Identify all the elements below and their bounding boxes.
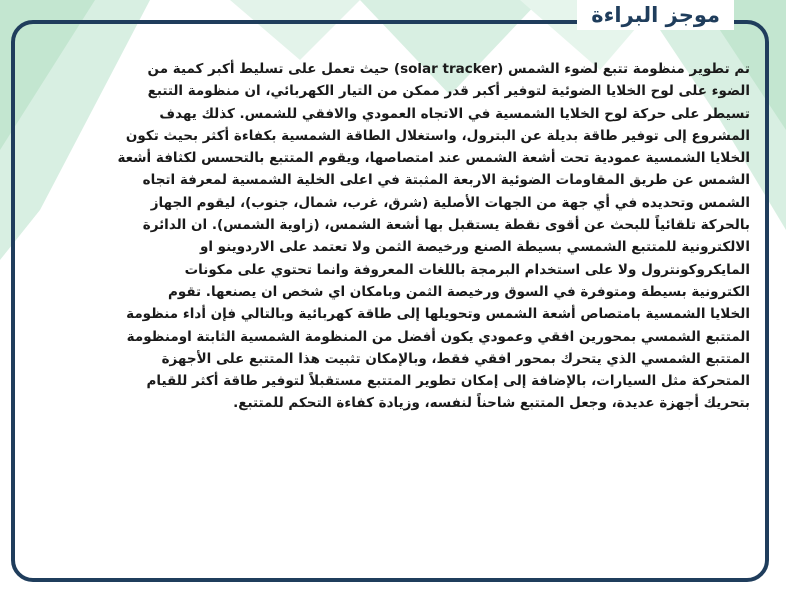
paragraph-line: الكترونية بسيطة ومتوفرة في السوق ورخيصة الثمن وبامكان اي شخص ان يصنعها. تقوم bbox=[167, 283, 750, 300]
paragraph-line: تم تطوير منظومة تتبع لضوء الشمس (solar tracker) حيث تعمل على تسليط أكبر كمية من bbox=[147, 61, 750, 77]
paragraph-line: المتتبع الشمسي الذي يتحرك بمحور افقي فقط، وبالإمكان تثبيت هذا المتتبع على الأجهزة bbox=[161, 350, 750, 367]
paragraph-line: تسيطر على حركة لوح الخلايا الشمسية في الاتجاه العمودي والافقي للشمس. كذلك يهدف bbox=[159, 105, 750, 122]
paragraph-line: بالحركة تلقائياً للبحث عن أقوى نقطة يستقبل بها أشعة الشمس، (زاوية الشمس). ان الدائرة bbox=[142, 217, 750, 234]
document-title: موجز البراءة bbox=[591, 3, 720, 27]
paragraph-line: المايكروكونترول ولا على استخدام البرمجة باللغات المعروفة وانما تحتوي على مكونات bbox=[184, 261, 750, 278]
paragraph-line: الخلايا الشمسية بامتصاص أشعة الشمس وتحويلها إلى طاقة كهربائية وبالتالي فإن أداء منظومة bbox=[126, 306, 750, 323]
paragraph-line: الشمس وتحديده في أي جهة من الجهات الأصلية (شرق، غرب، شمال، جنوب)، ليقوم الجهاز bbox=[150, 194, 750, 211]
paragraph-line: الالكترونية للمتتبع الشمسي بسيطة الصنع ورخيصة الثمن ولا تعتمد على الاردوينو او bbox=[199, 239, 750, 256]
paragraph-line: بتحريك أجهزة عديدة، وجعل المتتبع شاحناً لنفسه، وزيادة كفاءة التحكم للمتتبع. bbox=[233, 395, 750, 412]
paragraph-line: الخلايا الشمسية عمودية تحت أشعة الشمس عند امتصاصها، ويقوم المتتبع بالتحسس لكثافة أشعة bbox=[117, 150, 750, 167]
paragraph-line: المتتبع الشمسي بمحورين افقي وعمودي يكون أفضل من المنظومة الشمسية الثابتة اومنظومة bbox=[126, 328, 750, 345]
paragraph-line: المشروع إلى توفير طاقة بديلة عن البترول، واستغلال الطاقة الشمسية بكفاءة أكثر بحيث تكون bbox=[125, 127, 750, 144]
abstract-paragraph bbox=[40, 58, 750, 415]
paragraph-line: المتحركة مثل السيارات، بالإضافة إلى إمكان تطوير المتتبع مستقبلاً لتوفير طاقة أكثر للقيام bbox=[146, 373, 750, 390]
paragraph-line: الضوء على لوح الخلايا الضوئية لتوفير أكبر قدر ممكن من التيار الكهربائي، ان منظومة التتبع bbox=[147, 83, 750, 100]
title-box bbox=[577, 0, 734, 30]
paragraph-line: الشمس عن طريق المقاومات الضوئية الاربعة المثبتة في اعلى الخلية الشمسية لمعرفة اتجاه bbox=[142, 172, 750, 189]
